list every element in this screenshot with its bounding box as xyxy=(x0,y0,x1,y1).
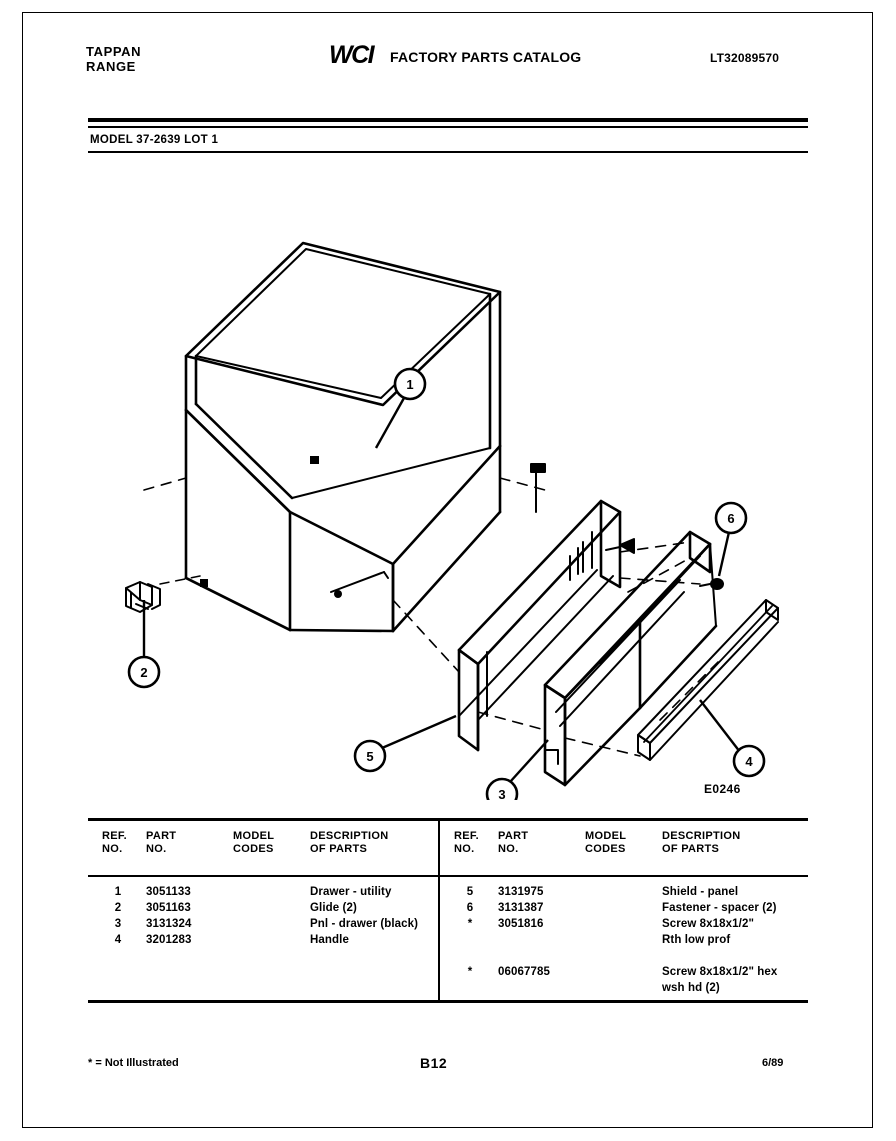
cell-ref-no: 5 xyxy=(466,886,474,898)
cell-ref-no: 1 xyxy=(114,886,122,898)
table-row xyxy=(440,918,790,934)
callout-layer xyxy=(0,160,896,800)
table-row xyxy=(440,982,790,998)
page-number: B12 xyxy=(420,1055,448,1071)
exploded-parts-diagram xyxy=(0,160,896,800)
callout-label: 2 xyxy=(140,665,148,680)
column-header-part-no: PART NO. xyxy=(146,830,177,855)
drawing-code: E0246 xyxy=(704,782,741,796)
table-row xyxy=(88,902,438,918)
cell-description: Glide (2) xyxy=(310,902,357,914)
callout-2 xyxy=(129,657,159,687)
table-row xyxy=(440,886,790,902)
table-rows-right xyxy=(440,886,790,998)
cell-description: Rth low prof xyxy=(662,934,731,946)
cell-part-no: 3131324 xyxy=(146,918,192,930)
brand-line-2: RANGE xyxy=(86,59,136,74)
table-row xyxy=(88,918,438,934)
table-rows-left xyxy=(88,886,438,950)
table-row xyxy=(88,934,438,950)
column-header-description-right: DESCRIPTION OF PARTS xyxy=(662,830,741,855)
table-half-right xyxy=(440,818,790,1003)
callout-label: 3 xyxy=(498,787,506,800)
callout-label: 4 xyxy=(745,754,753,769)
callout-4 xyxy=(734,746,764,776)
cell-description: Pnl - drawer (black) xyxy=(310,918,419,930)
cell-description: Fastener - spacer (2) xyxy=(662,902,777,914)
cell-part-no: 3131387 xyxy=(498,902,544,914)
cell-description: Screw 8x18x1/2" hex xyxy=(662,966,778,978)
table-half-left xyxy=(88,818,438,1003)
column-header-part-no-right: PART NO. xyxy=(498,830,529,855)
callout-6 xyxy=(716,503,746,533)
parts-table xyxy=(88,818,808,1018)
cell-description: Shield - panel xyxy=(662,886,739,898)
cell-part-no: 3051816 xyxy=(498,918,544,930)
cell-part-no: 3201283 xyxy=(146,934,192,946)
cell-part-no: 06067785 xyxy=(498,966,550,978)
cell-ref-no: 6 xyxy=(466,902,474,914)
cell-description: Screw 8x18x1/2" xyxy=(662,918,754,930)
table-row xyxy=(440,950,790,966)
column-header-model-codes: MODEL CODES xyxy=(233,830,275,855)
callout-1 xyxy=(395,369,425,399)
cell-ref-no: 4 xyxy=(114,934,122,946)
cell-part-no: 3051163 xyxy=(146,902,191,914)
cell-description: Drawer - utility xyxy=(310,886,392,898)
column-header-description: DESCRIPTION OF PARTS xyxy=(310,830,389,855)
model-rule xyxy=(88,151,808,153)
callout-3 xyxy=(487,779,517,800)
wci-logo: WCI xyxy=(329,41,374,69)
cell-ref-no: * xyxy=(467,966,473,978)
page-header xyxy=(0,0,896,120)
table-row xyxy=(440,934,790,950)
catalog-number: LT32089570 xyxy=(710,51,780,65)
callout-5 xyxy=(355,741,385,771)
cell-part-no: 3131975 xyxy=(498,886,544,898)
cell-ref-no: * xyxy=(467,918,473,930)
header-rule-thin xyxy=(88,126,808,128)
table-row xyxy=(440,902,790,918)
page-footer xyxy=(0,1052,896,1092)
cell-description: wsh hd (2) xyxy=(662,982,720,994)
table-row xyxy=(440,966,790,982)
model-line: MODEL 37-2639 LOT 1 xyxy=(90,134,219,146)
column-header-ref-no: REF. NO. xyxy=(102,830,128,855)
column-header-ref-no-right: REF. NO. xyxy=(454,830,480,855)
header-rule-thick xyxy=(88,118,808,122)
table-row xyxy=(88,886,438,902)
revision-date: 6/89 xyxy=(762,1057,784,1069)
callout-label: 6 xyxy=(727,511,735,526)
cell-ref-no: 2 xyxy=(114,902,122,914)
footnote-not-illustrated: * = Not Illustrated xyxy=(88,1057,179,1069)
callout-label: 5 xyxy=(366,749,374,764)
catalog-title: FACTORY PARTS CATALOG xyxy=(390,49,582,65)
brand-line-1: TAPPAN xyxy=(86,44,142,59)
cell-part-no: 3051133 xyxy=(146,886,191,898)
callout-label: 1 xyxy=(406,377,414,392)
cell-ref-no: 3 xyxy=(114,918,122,930)
brand-name xyxy=(86,44,141,74)
cell-description: Handle xyxy=(310,934,349,946)
column-header-model-codes-right: MODEL CODES xyxy=(585,830,627,855)
